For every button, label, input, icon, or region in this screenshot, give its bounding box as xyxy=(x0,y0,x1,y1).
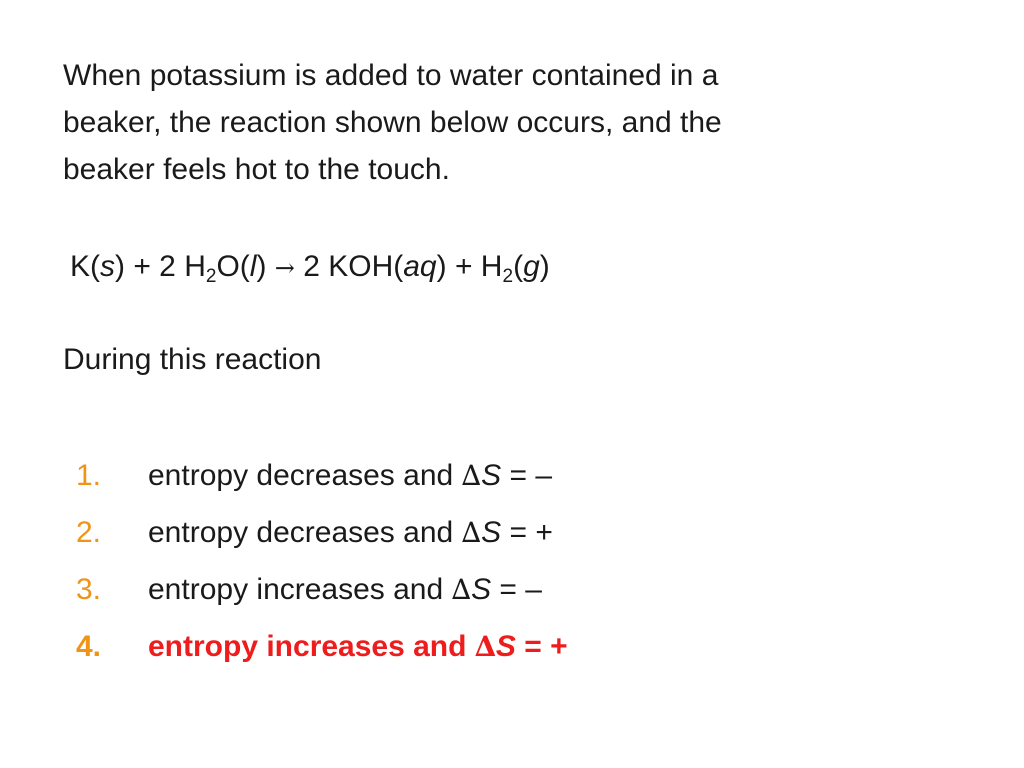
option-text xyxy=(148,509,553,556)
option-text xyxy=(148,623,568,670)
equation-part-4: 2 KOH( xyxy=(294,250,404,283)
option-number: 4. xyxy=(76,630,102,663)
option-text-main: entropy decreases and xyxy=(148,516,462,549)
answer-option-3[interactable] xyxy=(76,566,976,623)
delta-symbol: ∆ xyxy=(474,630,496,663)
question-text xyxy=(63,52,943,193)
entropy-symbol: S xyxy=(481,516,502,549)
equation-part-7: ) xyxy=(539,250,550,283)
option-sign: = + xyxy=(501,516,553,549)
chemical-equation xyxy=(70,243,550,292)
option-text-main: entropy increases and xyxy=(148,630,475,663)
state-aqueous: aq xyxy=(403,250,437,283)
option-text-main: entropy decreases and xyxy=(148,459,462,492)
option-text xyxy=(148,566,542,613)
answer-option-2[interactable] xyxy=(76,509,976,566)
question-line-2: beaker, the reaction shown below occurs, and the xyxy=(63,106,722,139)
equation-part-1: ) + 2 H xyxy=(115,250,206,283)
entropy-symbol: S xyxy=(481,459,502,492)
reaction-arrow-icon: → xyxy=(274,254,295,282)
option-text-main: entropy increases and xyxy=(148,573,452,606)
option-sign: = + xyxy=(515,630,568,663)
question-line-3: beaker feels hot to the touch. xyxy=(63,153,450,186)
equation-part-3: ) xyxy=(256,250,275,283)
equation-part-5: ) + H xyxy=(436,250,503,283)
equation-part-6: ( xyxy=(513,250,524,283)
answer-list xyxy=(76,452,976,680)
entropy-symbol: S xyxy=(471,573,492,606)
equation-part-2: O( xyxy=(216,250,250,283)
equation-potassium: K( xyxy=(70,250,100,283)
delta-symbol: ∆ xyxy=(451,573,472,606)
question-line-1: When potassium is added to water contained in a xyxy=(63,59,719,92)
delta-symbol: ∆ xyxy=(461,459,482,492)
option-number: 1. xyxy=(76,459,102,492)
answer-option-1[interactable] xyxy=(76,452,976,509)
state-solid: s xyxy=(100,250,115,283)
option-sign: = – xyxy=(491,573,542,606)
state-gas: g xyxy=(523,250,540,283)
subscript-water: 2 xyxy=(205,266,217,287)
delta-symbol: ∆ xyxy=(461,516,482,549)
option-number: 3. xyxy=(76,573,102,606)
option-text xyxy=(148,452,552,499)
prompt-label: During this reaction xyxy=(63,343,322,376)
option-number: 2. xyxy=(76,516,102,549)
option-sign: = – xyxy=(501,459,552,492)
entropy-symbol: S xyxy=(495,630,516,663)
subscript-hydrogen: 2 xyxy=(502,266,514,287)
answer-option-4-correct[interactable] xyxy=(76,623,976,680)
state-liquid: l xyxy=(249,250,257,283)
